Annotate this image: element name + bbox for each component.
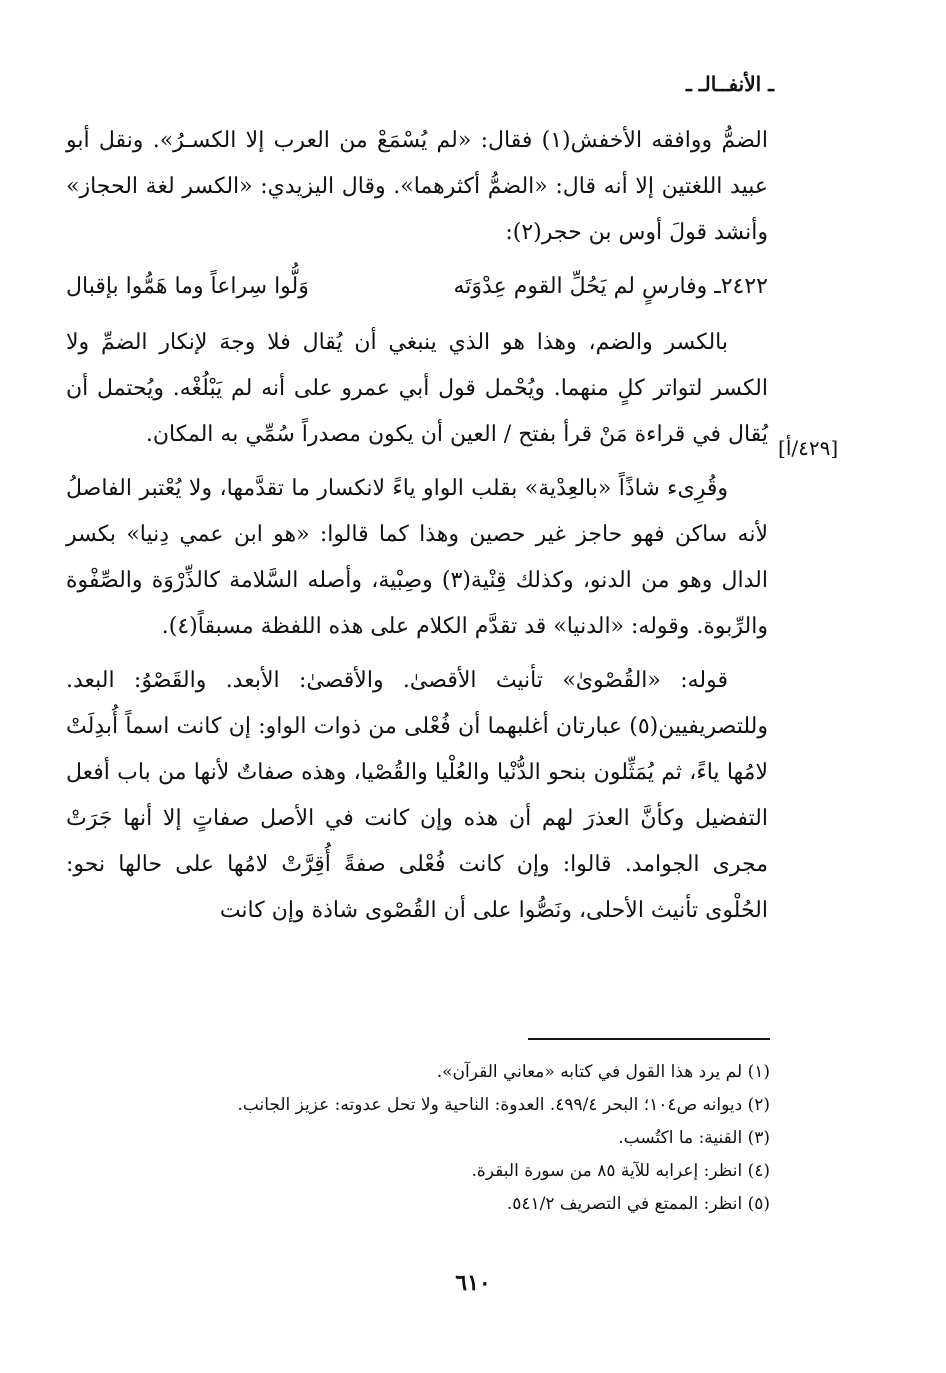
paragraph-4: قوله: «القُصْوىٰ» تأنيث الأقصىٰ. والأقصىٰ: الأبعد. والقَصْوُ: البعد. وللتصريفيين(٥) عبارتان أغلبهما أن فُعْلى من ذوات الواو: إن كانت اسماً أُبدِلَتْ لامُها ياءً، ثم يُمَثِّلون بنحو الدُّنْيا والعُلْيا والقُصْيا، وهذه صفاتٌ لأنها من باب أفعل التفضيل وكأنَّ العذرَ لهم أن هذه وإن كانت في الأصل صفاتٍ إلا أنها جَرَتْ مجرى الجوامد. قالوا: وإن كانت فُعْلى صفةً أُقِرَّتْ لامُها على حالها نحو: الحُلْوى تأنيث الأحلى، ونَصُّوا على أن القُصْوى شاذة وإن كانت bbox=[66, 668, 768, 923]
page-number: ٦١٠ bbox=[455, 1270, 491, 1296]
footnote-separator bbox=[528, 1038, 770, 1040]
verse-second-hemistich: وَلُّوا سِراعاً وما هَمُّوا بإقبال bbox=[66, 274, 309, 299]
footnote-5: (٥) انظر: الممتع في التصريف ٥٤١/٢. bbox=[506, 1194, 770, 1214]
main-text bbox=[66, 118, 768, 942]
verse-first-hemistich: ٢٤٢٢ـ وفارسٍ لم يَحُلِّ القوم عِدْوَتَه bbox=[453, 274, 768, 299]
paragraph-3: وقُرِىء شاذًاً «بالعِدْية» بقلب الواو ياءً لانكسار ما تقدَّمها، ولا يُعْتبر الفاصلُ لأنه ساكن فهو حاجز غير حصين وهذا كما قالوا: «هو ابن عمي دِنيا» بكسر الدال وهو من الدنو، وكذلك قِنْية(٣) وصِبْية، وأصله السَّلامة كالذِّرْوَة والصِّفْوة والرِّبوة. وقوله: «الدنيا» قد تقدَّم الكلام على هذه اللفظة مسبقاً(٤). bbox=[66, 476, 768, 639]
margin-folio-note: [٤٢٩/أ] bbox=[778, 436, 839, 460]
paragraph-1: الضمُّ ووافقه الأخفش(١) فقال: «لم يُسْمَعْ من العرب إلا الكسـرُ». ونقل أبو عبيد اللغتين إلا أنه قال: «الضمُّ أكثرهما». وقال اليزيدي: «الكسر لغة الحجاز» وأنشد قولَ أوس بن حجر(٢): bbox=[66, 128, 768, 245]
running-header: ـ الأنفــالـ ـ bbox=[685, 72, 774, 96]
footnote-3: (٣) القنية: ما اكتُسب. bbox=[618, 1128, 770, 1148]
footnotes bbox=[80, 1056, 770, 1221]
footnote-4: (٤) انظر: إعرابه للآية ٨٥ من سورة البقرة. bbox=[471, 1161, 770, 1181]
paragraph-2: بالكسر والضم، وهذا هو الذي ينبغي أن يُقال فلا وجهَ لإنكار الضمِّ ولا الكسر لتواتر كلٍ منهما. ويُحْمل قول أبي عمرو على أنه لم يَبْلُغْه. ويُحتمل أن يُقال في قراءة مَنْ قرأ بفتح / العين أن يكون مصدراً سُمِّي به المكان. bbox=[66, 330, 768, 447]
footnote-1: (١) لم يرد هذا القول في كتابه «معاني القرآن». bbox=[436, 1062, 770, 1082]
verse-line bbox=[66, 264, 768, 310]
footnote-2: (٢) ديوانه ص١٠٤؛ البحر ٤٩٩/٤. العدوة: الناحية ولا تحل عدوته: عزيز الجانب. bbox=[237, 1095, 770, 1115]
